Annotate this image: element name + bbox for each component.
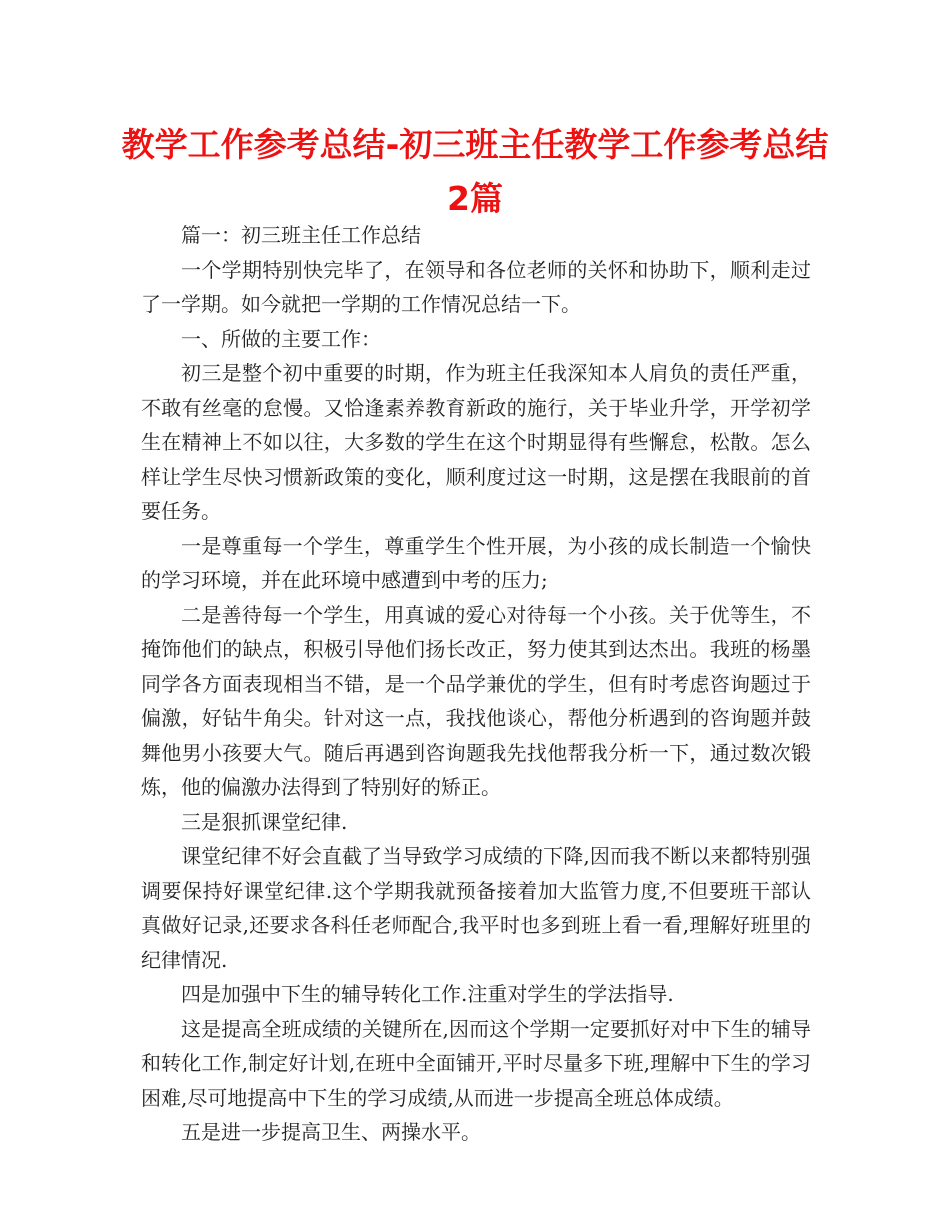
paragraph-intro: 一个学期特别快完毕了，在领导和各位老师的关怀和协助下，顺利走过了一学期。如今就把一学期的工作情况总结一下。 — [141, 257, 811, 316]
heading-main-work: 一、所做的主要工作： — [181, 326, 381, 351]
document-body — [141, 218, 811, 1150]
paragraph-discipline: 课堂纪律不好会直截了当导致学习成绩的下降,因而我不断以来都特别强调要保持好课堂纪律.这个学期我就预备接着加大监管力度,不但要班干部认真做好记录,还要求各科任老师配合,我平时也多到班上看一看,理解好班里的纪律情况. — [141, 844, 811, 972]
paragraph-grade-nine: 初三是整个初中重要的时期，作为班主任我深知本人肩负的责任严重，不敢有丝毫的怠慢。又恰逢素养教育新政的施行，关于毕业升学，开学初学生在精神上不如以往，大多数的学生在这个时期显得有些懈怠，松散。怎么样让学生尽快习惯新政策的变化，顺利度过这一时期，这是摆在我眼前的首要任务。 — [141, 361, 811, 523]
paragraph-point-five: 五是进一步提高卫生、两操水平。 — [181, 1120, 481, 1144]
paragraph-tutoring: 这是提高全班成绩的关键所在,因而这个学期一定要抓好对中下生的辅导和转化工作,制定好计划,在班中全面铺开,平时尽量多下班,理解中下生的学习困难,尽可地提高中下生的学习成绩,从而进一步提高全班总体成绩。 — [141, 1016, 811, 1110]
paragraph-point-three: 三是狠抓课堂纪律. — [181, 809, 348, 834]
paragraph-point-one: 一是尊重每一个学生，尊重学生个性开展，为小孩的成长制造一个愉快的学习环境，并在此环境中感遭到中考的压力; — [141, 533, 811, 592]
document-title: 教学工作参考总结-初三班主任教学工作参考总结2篇 — [121, 125, 829, 218]
heading-part-one: 篇一：初三班主任工作总结 — [181, 223, 421, 247]
paragraph-point-four: 四是加强中下生的辅导转化工作.注重对学生的学法指导. — [181, 982, 674, 1006]
paragraph-point-two: 二是善待每一个学生，用真诚的爱心对待每一个小孩。关于优等生，不掩饰他们的缺点，积极引导他们扬长改正，努力使其到达杰出。我班的杨墨同学各方面表现相当不错，是一个品学兼优的学生，但有时考虑咨询题过于偏激，好钻牛角尖。针对这一点，我找他谈心，帮他分析遇到的咨询题并鼓舞他男小孩要大气。随后再遇到咨询题我先找他帮我分析一下，通过数次锻炼，他的偏激办法得到了特别好的矫正。 — [141, 602, 811, 799]
